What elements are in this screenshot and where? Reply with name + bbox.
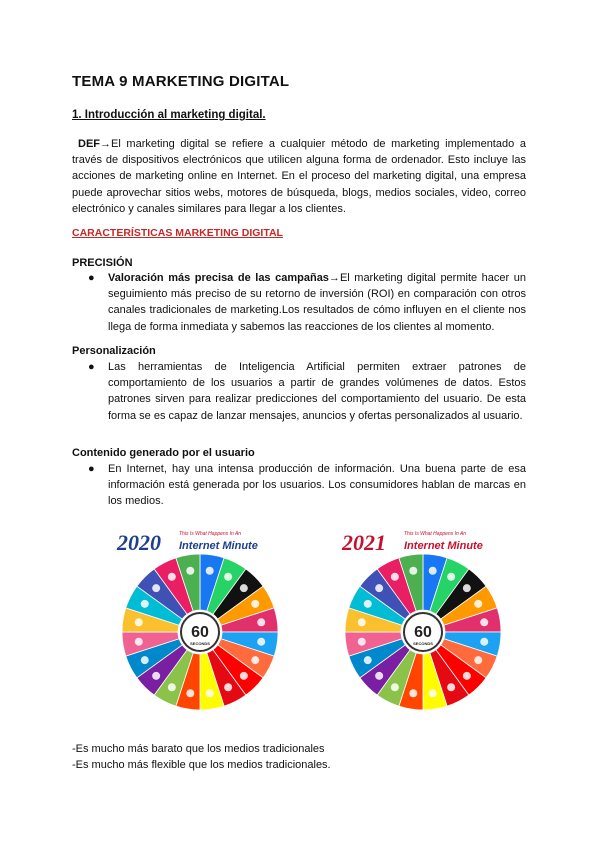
- app-logo-icon: [358, 618, 366, 626]
- bullet-icon: ●: [88, 361, 95, 373]
- infographic-year: 2021: [342, 530, 386, 555]
- app-logo-icon: [480, 618, 488, 626]
- stopwatch-number: 60: [414, 624, 432, 641]
- app-logo-icon: [240, 672, 248, 680]
- app-logo-icon: [463, 584, 471, 592]
- infographic-title: Internet Minute: [404, 540, 483, 552]
- list-item: [72, 359, 526, 424]
- internet-minute-2021-infographic: [328, 522, 518, 712]
- app-logo-icon: [135, 618, 143, 626]
- infographic-tagline: This Is What Happens In An: [179, 531, 242, 537]
- stopwatch-number: 60: [191, 624, 209, 641]
- app-logo-icon: [429, 567, 437, 575]
- app-logo-icon: [429, 689, 437, 697]
- app-logo-icon: [206, 567, 214, 575]
- personalizacion-list: [72, 359, 526, 424]
- app-logo-icon: [224, 573, 232, 581]
- app-logo-icon: [358, 638, 366, 646]
- internet-minute-2020-infographic: [105, 522, 295, 712]
- app-logo-icon: [186, 567, 194, 575]
- app-logo-icon: [391, 573, 399, 581]
- app-logo-icon: [375, 584, 383, 592]
- app-logo-icon: [240, 584, 248, 592]
- app-logo-icon: [391, 683, 399, 691]
- app-logo-icon: [447, 573, 455, 581]
- contenido-heading: Contenido generado por el usuario: [72, 447, 255, 459]
- app-logo-icon: [152, 584, 160, 592]
- precision-bullet-text: El marketing digital permite hacer un seguimiento más preciso de su retorno de inversión (ROI) en comparación con otros canales tradicionales de marketing.Los resultados de cómo influyen en el cliente nos llega de forma inmediata y sabemos las reacciones de los clientes al momento.: [108, 272, 526, 333]
- list-item: [72, 461, 526, 510]
- stopwatch-label: SECONDS: [413, 641, 433, 646]
- infographic-year: 2020: [117, 530, 161, 555]
- app-logo-icon: [364, 656, 372, 664]
- page-title: TEMA 9 MARKETING DIGITAL: [72, 73, 290, 90]
- infographic-graphic: [105, 522, 295, 712]
- app-logo-icon: [409, 689, 417, 697]
- app-logo-icon: [186, 689, 194, 697]
- app-logo-icon: [251, 600, 259, 608]
- app-logo-icon: [257, 638, 265, 646]
- bullet-icon: ●: [88, 272, 95, 284]
- definition-label: DEF→: [78, 138, 111, 150]
- personalizacion-heading: Personalización: [72, 345, 156, 357]
- app-logo-icon: [447, 683, 455, 691]
- definition-paragraph: [72, 136, 526, 217]
- app-logo-icon: [257, 618, 265, 626]
- bullet-icon: ●: [88, 463, 95, 475]
- contenido-list: [72, 461, 526, 510]
- app-logo-icon: [474, 600, 482, 608]
- app-logo-icon: [375, 672, 383, 680]
- app-logo-icon: [364, 600, 372, 608]
- precision-list: [72, 270, 526, 335]
- characteristics-heading: CARACTERÍSTICAS MARKETING DIGITAL: [72, 227, 283, 239]
- infographic-graphic: [328, 522, 518, 712]
- list-item: [72, 270, 526, 335]
- app-logo-icon: [168, 683, 176, 691]
- precision-bullet-bold: Valoración más precisa de las campañas→: [108, 272, 340, 284]
- app-logo-icon: [135, 638, 143, 646]
- app-logo-icon: [224, 683, 232, 691]
- app-logo-icon: [152, 672, 160, 680]
- definition-text: El marketing digital se refiere a cualquier método de marketing implementado a través de dispositivos electrónicos que utilicen alguna forma de ordenador. Esto incluye las acciones de marketing online en Internet. En el proceso del marketing digital, una empresa puede aprovechar sitios webs, motores de búsqueda, blogs, medios sociales, video, correo electrónico y canales similares para llegar a los clientes.: [72, 138, 526, 215]
- app-logo-icon: [480, 638, 488, 646]
- footer-line-1: -Es mucho más barato que los medios tradicionales: [72, 743, 325, 755]
- precision-heading: PRECISIÓN: [72, 257, 133, 269]
- infographic-title: Internet Minute: [179, 540, 258, 552]
- section-heading-intro: 1. Introducción al marketing digital.: [72, 109, 266, 121]
- app-logo-icon: [463, 672, 471, 680]
- footer-line-2: -Es mucho más flexible que los medios tradicionales.: [72, 759, 331, 771]
- app-logo-icon: [206, 689, 214, 697]
- app-logo-icon: [251, 656, 259, 664]
- app-logo-icon: [474, 656, 482, 664]
- stopwatch-label: SECONDS: [190, 641, 210, 646]
- personalizacion-bullet-text: Las herramientas de Inteligencia Artificial permiten extraer patrones de comportamiento de los usuarios a partir de grandes volúmenes de datos. Estos patrones sirven para realizar predicciones del comportamiento del usuario. De esta forma se es capaz de lanzar mensajes, anuncios y ofertas personalizados al usuario.: [108, 361, 526, 422]
- infographic-tagline: This Is What Happens In An: [404, 531, 467, 537]
- app-logo-icon: [141, 600, 149, 608]
- app-logo-icon: [168, 573, 176, 581]
- contenido-bullet-text: En Internet, hay una intensa producción de información. Una buena parte de esa información está generada por los usuarios. Los consumidores hablan de marcas en los medios.: [108, 463, 526, 508]
- app-logo-icon: [141, 656, 149, 664]
- app-logo-icon: [409, 567, 417, 575]
